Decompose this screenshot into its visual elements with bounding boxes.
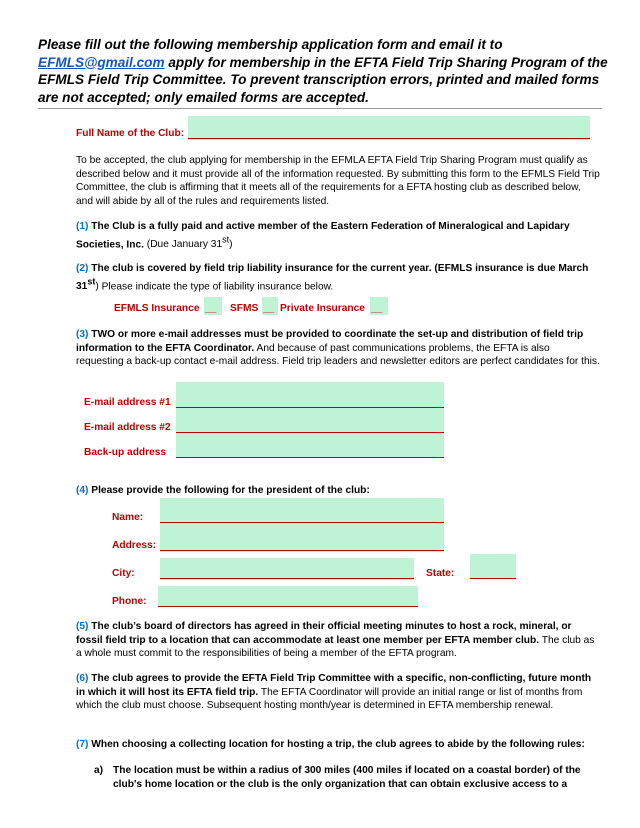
club-name-field[interactable] xyxy=(188,116,590,140)
requirement-5-text: The club’s board of directors has agreed in their official meeting minutes to host a rock, mineral, or fossil field trip to a location that can accommodate at least one member per EFTA member club. xyxy=(76,621,572,646)
insurance-private-label: Private Insurance xyxy=(280,303,365,314)
requirement-4 xyxy=(76,484,600,498)
divider xyxy=(38,108,602,109)
president-name-label: Name: xyxy=(112,512,144,523)
requirement-5 xyxy=(76,620,600,661)
email-2-label: E-mail address #2 xyxy=(84,422,171,433)
requirement-1-text: The Club is a fully paid and active member of the Eastern Federation of Mineralogical and Lapidary Societies, Inc. xyxy=(76,221,570,250)
instructions-intro: Please fill out the following membership application form and email it to xyxy=(38,37,503,52)
email-1-label: E-mail address #1 xyxy=(84,397,171,408)
requirement-6-detail: The EFTA Coordinator will provide an initial range or list of months from which the club must choose. Subsequent hosting month/year is determined in EFTA membership renewal. xyxy=(76,686,583,712)
requirement-7-number: (7) xyxy=(76,739,89,750)
requirement-1 xyxy=(76,220,600,252)
president-phone-background xyxy=(158,586,418,606)
form-instructions xyxy=(38,36,608,106)
requirement-2 xyxy=(76,262,600,294)
requirement-6-text: The club agrees to provide the EFTA Field Trip Committee with a specific, non-conflicting, future month in which it will host its EFTA field trip. xyxy=(76,673,592,698)
requirement-2-note: (EFMLS insurance is due March 31st) xyxy=(76,263,589,292)
president-phone-field[interactable] xyxy=(158,606,418,607)
president-city-background xyxy=(160,558,414,580)
president-phone-label: Phone: xyxy=(112,596,147,607)
email-link[interactable]: EFMLS@gmail.com xyxy=(38,54,165,70)
requirement-1-due: (Due January 31st) xyxy=(146,234,233,250)
insurance-efmls-label: EFMLS Insurance xyxy=(114,303,200,314)
club-name-label: Full Name of the Club: xyxy=(76,128,185,139)
president-state-field[interactable] xyxy=(470,554,516,578)
requirement-5-detail: The club as a whole must commit to the responsibilities of being a member of the EFTA program. xyxy=(76,634,595,660)
president-state-underline xyxy=(470,578,516,579)
requirement-7 xyxy=(76,738,600,752)
acceptance-paragraph: To be accepted, the club applying for membership in the EFMLA EFTA Field Trip Sharing Program must qualify as described below and it must provide all of the information requested. By submitting this form to the EFMLS Field Trip Committee, the club is affirming that it meets all of the requirements for a EFTA hosting club as described below, and will abide by all of the rules and requirements listed. xyxy=(76,155,600,207)
requirement-7-text: When choosing a collecting location for hosting a trip, the club agrees to abide by the following rules: xyxy=(91,739,585,750)
requirement-6 xyxy=(76,672,600,713)
club-name-underline xyxy=(188,138,590,139)
requirement-4-text: Please provide the following for the president of the club: xyxy=(91,485,370,496)
requirement-5-number: (5) xyxy=(76,621,89,632)
requirement-3-number: (3) xyxy=(76,329,89,340)
insurance-sfms-label: SFMS xyxy=(230,303,259,314)
requirement-3 xyxy=(76,328,600,369)
insurance-sfms-blank: __ xyxy=(263,303,275,314)
rule-a-label: a) xyxy=(94,765,104,776)
insurance-efmls-blank: __ xyxy=(205,303,217,314)
requirement-2-text: The club is covered by field trip liability insurance for the current year. xyxy=(91,263,432,274)
president-name-address-background xyxy=(160,498,444,552)
requirement-3-text: TWO or more e-mail addresses must be provided to coordinate the set-up and distribution of field trip information to the EFTA Coordinator. xyxy=(76,329,584,354)
president-city-label: City: xyxy=(112,568,135,579)
requirement-2-number: (2) xyxy=(76,263,89,274)
requirement-3-detail: And because of past communications problems, the EFTA is also requesting a back-up contact e-mail address. Field trip leaders and newsletter editors are perfect candidates for this. xyxy=(76,342,600,368)
requirement-1-number: (1) xyxy=(76,221,89,232)
instructions-rest: apply for membership in the EFTA Field Trip Sharing Program of the EFMLS Field Trip Committee. To prevent transcription errors, printed and mailed forms are not accepted; only emailed forms are accepted. xyxy=(38,54,608,105)
requirement-4-number: (4) xyxy=(76,485,89,496)
backup-email-field[interactable] xyxy=(176,457,444,458)
president-name-field[interactable] xyxy=(160,522,444,523)
requirement-2-instruction: Please indicate the type of liability insurance below. xyxy=(101,280,334,292)
backup-email-label: Back-up address xyxy=(84,447,167,458)
president-address-field[interactable] xyxy=(160,550,444,551)
requirement-6-number: (6) xyxy=(76,673,89,684)
rule-a-text: The location must be within a radius of 300 miles (400 miles if located on a coastal border) of the club's home location or the club is the only organization that can obtain exclusive access to a xyxy=(113,765,581,790)
email-2-field[interactable] xyxy=(176,432,444,433)
email-1-field[interactable] xyxy=(176,407,444,408)
president-city-field[interactable] xyxy=(160,578,414,579)
insurance-private-blank: __ xyxy=(371,303,383,314)
president-address-label: Address: xyxy=(112,540,157,551)
email-fields-background xyxy=(176,382,444,458)
president-state-label: State: xyxy=(426,568,455,579)
